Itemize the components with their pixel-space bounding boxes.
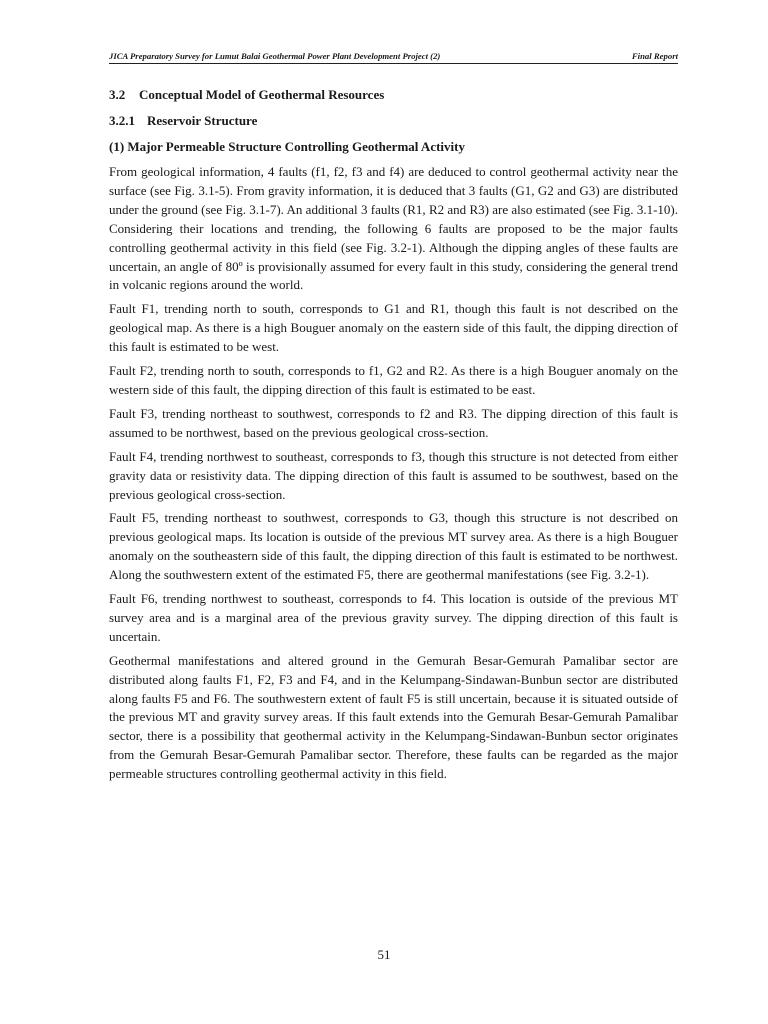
paragraph-fault-f3: Fault F3, trending northeast to southwest, corresponds to f2 and R3. The dipping direction of this fault is assumed to be northwest, based on the previous geological cross-section. [109, 405, 678, 440]
subsection-number: 3.2.1 [109, 113, 135, 128]
subsection-title: Reservoir Structure [147, 113, 258, 128]
section-heading [109, 86, 678, 104]
page-number: 51 [377, 947, 391, 962]
paragraph-summary: Geothermal manifestations and altered ground in the Gemurah Besar-Gemurah Pamalibar sector are distributed along faults F1, F2, F3 and F4, and in the Kelumpang-Sindawan-Bunbun sector are distributed along faults F5 and F6. The southwestern extent of fault F5 is still uncertain, because it is situated outside of the previous MT and gravity survey areas. If this fault extends into the Gemurah Besar-Gemurah Pamalibar sector, there is a possibility that geothermal activity in the Kelumpang-Sindawan-Bunbun sector originates from the Gemurah Besar-Gemurah Pamalibar sector. Therefore, these faults can be regarded as the major permeable structures controlling geothermal activity in this field. [109, 652, 678, 782]
subsection-heading [109, 112, 678, 130]
paragraph-fault-f4: Fault F4, trending northwest to southeast, corresponds to f3, though this structure is not detected from either gravity data or resistivity data. The dipping direction of this fault is assumed to be southwest, based on the previous geological cross-section. [109, 448, 678, 502]
section-number: 3.2 [109, 87, 126, 102]
page-body [109, 86, 678, 789]
paragraph-fault-f1: Fault F1, trending north to south, corresponds to G1 and R1, though this fault is not described on the geological map. As there is a high Bouguer anomaly on the eastern side of this fault, the dipping direction of this fault is estimated to be west. [109, 301, 678, 355]
running-header [109, 50, 678, 64]
header-title: JICA Preparatory Survey for Lumut Balai Geothermal Power Plant Development Project (2) [109, 51, 441, 61]
header-report-type: Final Report [631, 51, 678, 61]
item-heading: (1) Major Permeable Structure Controlling Geothermal Activity [109, 139, 465, 154]
paragraph-fault-f6: Fault F6, trending northwest to southeast, corresponds to f4. This location is outside of the previous MT survey area and is a marginal area of the previous gravity survey. The dipping direction of this fault is uncertain. [109, 591, 678, 644]
paragraph-fault-f5: Fault F5, trending northeast to southwest, corresponds to G3, though this structure is not described on previous geological maps. Its location is outside of the previous MT survey area. As there is a high Bouguer anomaly on the southeastern side of this fault, the dipping direction of this fault is estimated to be northwest. Along the southwestern extent of the estimated F5, there are geothermal manifestations (see Fig. 3.2-1). [109, 510, 678, 583]
section-title: Conceptual Model of Geothermal Resources [139, 87, 385, 102]
paragraph-fault-f2: Fault F2, trending north to south, corresponds to f1, G2 and R2. As there is a high Bouguer anomaly on the western side of this fault, the dipping direction of this fault is estimated to be east. [109, 363, 678, 397]
paragraph-fault-overview: From geological information, 4 faults (f1, f2, f3 and f4) are deduced to control geothermal activity near the surface (see Fig. 3.1-5). From gravity information, it is deduced that 3 faults (G1, G2 and G3) are distributed under the ground (see Fig. 3.1-7). An additional 3 faults (R1, R2 and R3) are also estimated (see Fig. 3.1-10). Considering their locations and trending, the following 6 faults are proposed to be the major faults controlling geothermal activity in this field (see Fig. 3.2-1). Although the dipping angles of these faults are uncertain, an angle of 80º is provisionally assumed for every fault in this study, considering the general trend in volcanic regions around the world. [109, 164, 678, 293]
